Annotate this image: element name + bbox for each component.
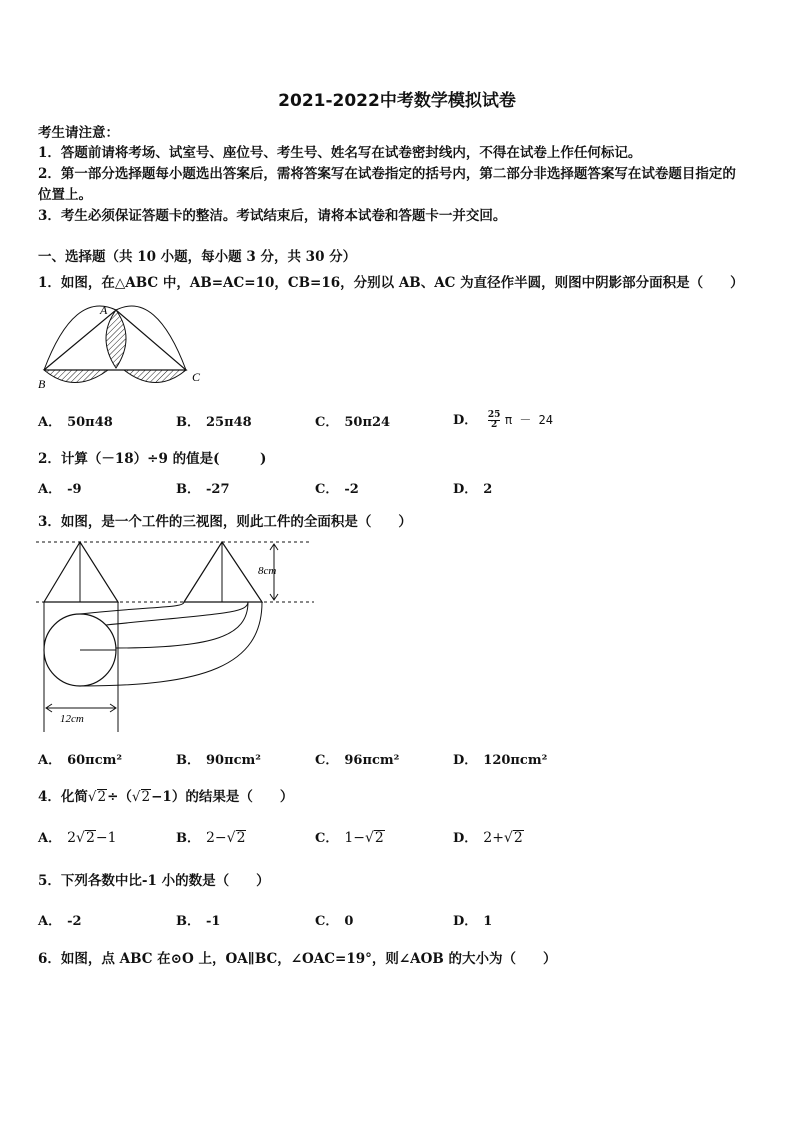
question-3: 3．如图，是一个工件的三视图，则此工件的全面积是（ ） [38,514,412,530]
q4-option-b[interactable]: B． 2−√2 [176,830,246,846]
q4-option-d[interactable]: D． 2+√2 [453,830,523,846]
page-title: 2021-2022中考数学模拟试卷 [278,91,516,111]
q5-option-b[interactable]: B． -1 [176,914,221,929]
notice-item-2-cont: 位置上。 [38,187,92,203]
q2-option-b[interactable]: B． -27 [176,482,230,497]
q3-option-c[interactable]: C． 96πcm² [315,753,400,768]
section-heading: 一、选择题（共 10 小题，每小题 3 分，共 30 分） [38,249,357,265]
q5-option-c[interactable]: C． 0 [315,914,354,929]
notice-heading: 考生请注意： [38,125,119,141]
q1-figure [34,300,214,395]
question-4: 4．化简√2÷（√2−1）的结果是（ ） [38,789,294,805]
q1-label-b: B [38,377,46,391]
q2-option-c[interactable]: C． -2 [315,482,359,497]
notice-item-3: 3．考生必须保证答题卡的整洁。考试结束后，请将本试卷和答题卡一并交回。 [38,208,507,224]
q4-option-c[interactable]: C． 1−√2 [315,830,384,846]
q1-option-b[interactable]: B． 25π48 [176,415,252,430]
q5-option-d[interactable]: D． 1 [453,914,493,929]
question-5: 5．下列各数中比-1 小的数是（ ） [38,873,270,889]
notice-item-2: 2．第一部分选择题每小题选出答案后，需将答案写在试卷指定的括号内，第二部分非选择题答案写在试卷题目指定的 [38,166,736,182]
q1-label-a: A [100,303,108,317]
q1-option-a[interactable]: A． 50π48 [38,415,113,430]
q3-figure [34,536,319,736]
q3-option-d[interactable]: D． 120πcm² [453,753,548,768]
q3-dim-height: 8cm [258,565,277,577]
q1-option-d[interactable]: D． $\frac{25}{2}$ π － 24 [453,410,553,430]
q2-option-d[interactable]: D． 2 [453,482,493,497]
q4-option-a[interactable]: A． 2√2−1 [38,830,117,846]
question-1: 1．如图，在△ABC 中，AB=AC=10，CB=16，分别以 AB、AC 为直径作半圆，则图中阴影部分面积是（ ） [38,275,744,291]
q3-option-b[interactable]: B． 90πcm² [176,753,261,768]
q1-option-c[interactable]: C． 50π24 [315,415,391,430]
q2-option-a[interactable]: A． -9 [38,482,82,497]
q3-dim-width: 12cm [60,713,84,725]
q3-option-a[interactable]: A． 60πcm² [38,753,123,768]
question-2: 2．计算（－18）÷9 的值是( ) [38,451,267,467]
q1-label-c: C [192,370,201,384]
q5-option-a[interactable]: A． -2 [38,914,82,929]
notice-item-1: 1．答题前请将考场、试室号、座位号、考生号、姓名写在试卷密封线内，不得在试卷上作任何标记。 [38,145,642,161]
question-6: 6．如图，点 ABC 在⊙O 上，OA∥BC，∠OAC=19°，则∠AOB 的大小为（ ） [38,951,557,967]
